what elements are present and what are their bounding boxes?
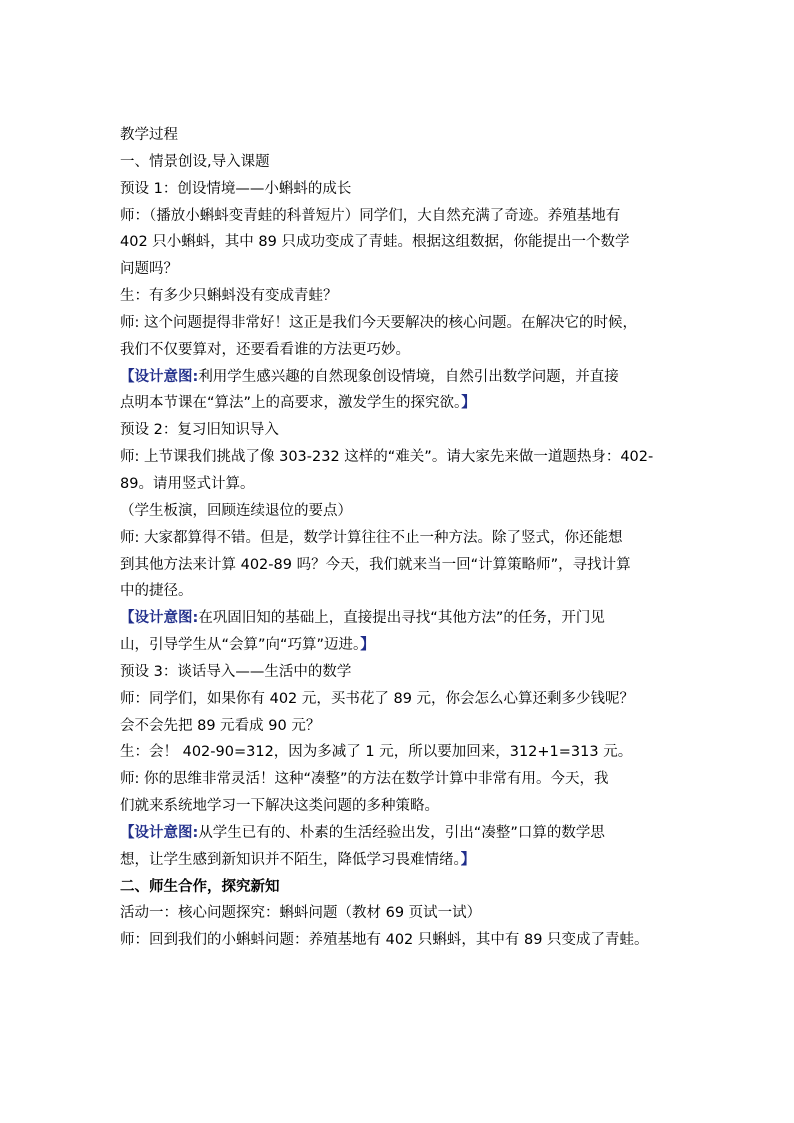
design-intent-line (120, 847, 682, 874)
text-line: 预设 3：谈话导入——生活中的数学 (120, 663, 352, 680)
text-line: 师: 上节课我们挑战了像 303-232 这样的“难关”。请大家先来做一道题热身：402- (120, 449, 654, 466)
design-intent-close: 】 (460, 851, 476, 868)
text-line: 师: 你的思维非常灵活！这种“凑整”的方法在数学计算中非常有用。今天，我 (120, 771, 609, 788)
text-line: 一、情景创设,导入课题 (120, 153, 270, 170)
design-intent-line (120, 364, 682, 391)
design-intent-line (120, 820, 682, 847)
text-line: 到其他方法来计算 402-89 吗？今天，我们就来当一回“计算策略师”，寻找计算 (120, 556, 631, 573)
design-intent-close: 】 (360, 637, 375, 654)
design-intent-line (120, 390, 682, 417)
design-intent-text: 利用学生感兴趣的自然现象创设情境，自然引出数学问题，并直接 (198, 368, 619, 385)
text-line: 生：有多少只蝌蚪没有变成青蛙？ (120, 288, 338, 305)
section-heading: 二、师生合作，探究新知 (120, 878, 280, 895)
text-line: 我们不仅要算对，还要看看谁的方法更巧妙。 (120, 341, 410, 358)
design-intent-text: 山，引导学生从“会算”向“巧算”迈进。 (120, 637, 361, 654)
text-line: 师: 大家都算得不错。但是，数学计算往往不止一种方法。除了竖式，你还能想 (120, 529, 623, 546)
text-line: 师：同学们，如果你有 402 元，买书花了 89 元，你会怎么心算还剩多少钱呢？ (120, 690, 635, 707)
text-line: 402 只小蝌蚪，其中 89 只成功变成了青蛙。根据这组数据，你能提出一个数学 (120, 234, 630, 251)
design-intent-close: 】 (461, 395, 476, 412)
text-line: 师：（播放小蝌蚪变青蛙的科普短片）同学们，大自然充满了奇迹。养殖基地有 (120, 207, 621, 224)
text-line: 师：回到我们的小蝌蚪问题：养殖基地有 402 只蝌蚪，其中有 89 只变成了青蛙。 (120, 932, 649, 949)
text-line: 师: 这个问题提得非常好！这正是我们今天要解决的核心问题。在解决它的时候， (120, 314, 637, 331)
text-line: 活动一：核心问题探究：蝌蚪问题（教材 69 页试一试） (120, 905, 482, 922)
text-line: 问题吗？ (120, 261, 178, 278)
design-intent-text: 点明本节课在“算法”上的高要求，激发学生的探究欲。 (120, 395, 462, 412)
text-line: 预设 1：创设情境——小蝌蚪的成长 (120, 180, 352, 197)
document-body (120, 122, 682, 954)
text-line: 教学过程 (120, 127, 178, 143)
design-intent-text: 想，让学生感到新知识并不陌生，降低学习畏难情绪。 (120, 851, 461, 868)
design-intent-line (120, 605, 682, 632)
text-line: 们就来系统地学习一下解决这类问题的多种策略。 (120, 798, 439, 815)
design-intent-text: 在巩固旧知的基础上，直接提出寻找“其他方法”的任务，开门见 (198, 610, 605, 627)
text-line: 中的捷径。 (120, 583, 193, 600)
design-intent-label: 【设计意图: (120, 368, 199, 385)
design-intent-label: 【设计意图: (120, 824, 199, 841)
text-line: 预设 2：复习旧知识导入 (120, 422, 279, 439)
text-line: 会不会先把 89 元看成 90 元？ (120, 717, 321, 734)
design-intent-line (120, 632, 682, 659)
text-line: 生：会！ 402-90=312，因为多减了 1 元，所以要加回来，312+1=313 元。 (120, 744, 633, 761)
design-intent-text: 从学生已有的、朴素的生活经验出发，引出“凑整”口算的数学思 (198, 824, 605, 841)
text-line: （学生板演，回顾连续退位的要点） (120, 502, 352, 519)
text-line: 89。请用竖式计算。 (120, 475, 255, 492)
design-intent-label: 【设计意图: (120, 610, 199, 627)
